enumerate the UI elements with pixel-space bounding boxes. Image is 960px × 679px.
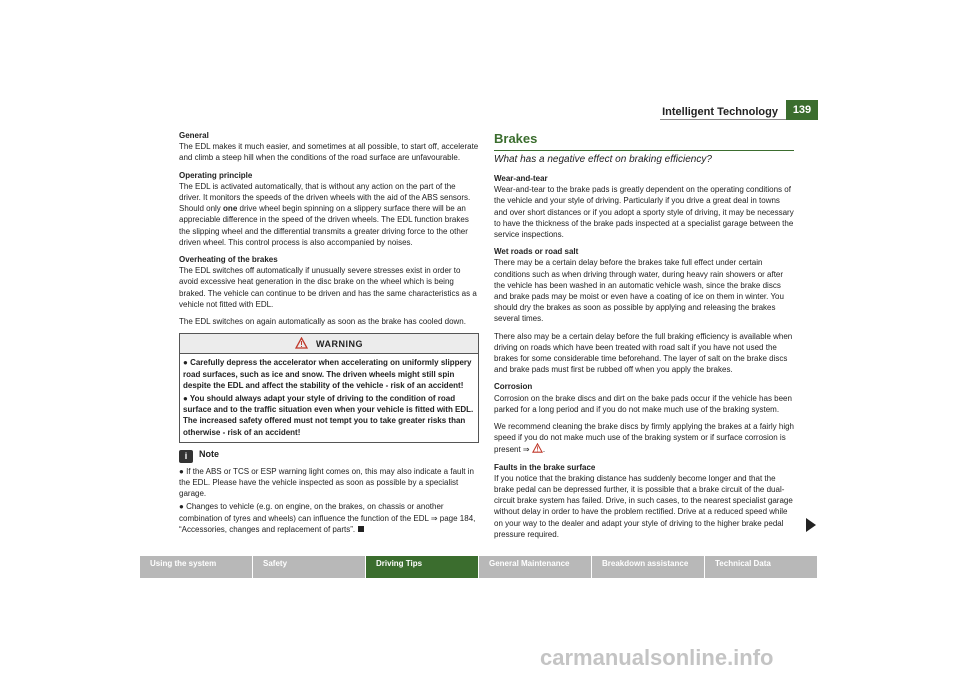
salt-text: There also may be a certain delay before the full braking efficiency is available when driving on roads which have been treated with road salt if you have not used the brakes for some considerable time beforehand. The layer of salt on the brake discs and brake pads must first be rubbed off when you apply the brakes. — [494, 331, 793, 375]
wet-heading: Wet roads or road salt — [494, 247, 579, 257]
tab-general-maintenance[interactable]: General Maintenance — [479, 556, 592, 578]
warning-triangle-icon — [295, 337, 308, 349]
corrosion-heading: Corrosion — [494, 382, 533, 392]
general-text: The EDL makes it much easier, and sometimes at all possible, to start off, accelerate and climb a steep hill when the conditions of the road surface are unfavourable. — [179, 142, 479, 163]
faults-heading: Faults in the brake surface — [494, 462, 596, 472]
warning-title: WARNING — [316, 339, 363, 350]
overheating-heading: Overheating of the brakes — [179, 255, 278, 265]
watermark: carmanualsonline.info — [540, 645, 774, 670]
footer-nav — [140, 556, 818, 578]
wear-heading: Wear-and-tear — [494, 174, 548, 183]
tab-using-the-system[interactable]: Using the system — [140, 556, 253, 578]
tab-driving-tips[interactable]: Driving Tips — [366, 556, 479, 578]
tab-technical-data[interactable]: Technical Data — [705, 556, 818, 578]
warning-item-text: You should always adapt your style of driving to the condition of road surface and to the traffic situation even when your vehicle is fitted with EDL. The increased safety offered must not tempt you to take greater risks than otherwise - risk of an accident! — [183, 394, 474, 437]
operating-text-bold: one — [223, 204, 238, 214]
next-page-arrow-icon[interactable] — [806, 518, 816, 532]
general-heading: General — [179, 131, 209, 140]
note-item-text: Changes to vehicle (e.g. on engine, on the brakes, on chassis or another combination of tyres and wheels) can influence the function of the EDL ⇒ page 184, “Accessories, changes and replacement of parts”. — [179, 502, 476, 534]
note-icon: i — [179, 450, 193, 463]
warning-body — [180, 354, 478, 441]
section-end-icon — [358, 526, 364, 532]
operating-heading: Operating principle — [179, 170, 253, 180]
section-subtitle: What has a negative effect on braking efficiency? — [494, 154, 712, 165]
left-column — [179, 130, 479, 537]
warning-item: ● You should always adapt your style of driving to the condition of road surface and to the traffic situation even when your vehicle is fitted with EDL. The increased safety offered must not tempt you to take greater risks than otherwise - risk of an accident! — [183, 394, 474, 437]
operating-text — [179, 181, 479, 248]
note-item: ● Changes to vehicle (e.g. on engine, on the brakes, on chassis or another combination of tyres and wheels) can influence the function of the EDL ⇒ page 184, “Accessories, changes and replacement of parts”. — [179, 502, 476, 534]
note-item: ● If the ABS or TCS or ESP warning light comes on, this may also indicate a fault in the EDL. Please have the vehicle inspected as soon as possible by a specialist garage. — [179, 466, 474, 499]
operating-text-after: drive wheel begin spinning on a slippery surface there will be an appreciable difference in the speed of the driven wheels. The EDL function brakes the slipping wheel and the differential transmits a greater driving force to the other driven wheel. This control process is also accompanied by noises. — [179, 204, 469, 247]
recommend-text-body: We recommend cleaning the brake discs by firmly applying the brakes at a fairly high speed if you do not make much use of the braking system or if surface corrosion is present ⇒ — [494, 422, 794, 455]
warning-header — [180, 334, 478, 354]
recommend-text: We recommend cleaning the brake discs by firmly applying the brakes at a fairly high speed if you do not make much use of the braking system or if surface corrosion is present ⇒ . — [494, 422, 794, 455]
tab-safety[interactable]: Safety — [253, 556, 366, 578]
page-header-title: Intelligent Technology — [662, 106, 778, 118]
right-column — [494, 130, 794, 546]
tab-breakdown-assistance[interactable]: Breakdown assistance — [592, 556, 705, 578]
overheating-text: The EDL switches off automatically if unusually severe stresses exist in order to avoid excessive heat generation in the disc brake on the wheel which is being braked. The vehicle can continue to be driven and has the same characteristics as a vehicle not fitted with EDL. — [179, 266, 477, 309]
note-title: Note — [199, 448, 219, 459]
section-title: Brakes — [494, 131, 538, 146]
note-item-text: If the ABS or TCS or ESP warning light comes on, this may also indicate a fault in the EDL. Please have the vehicle inspected as soon as possible by a specialist garage. — [179, 466, 474, 499]
switch-on-text: The EDL switches on again automatically as soon as the brake has cooled down. — [179, 317, 466, 327]
header-rule — [660, 119, 786, 120]
wear-text: Wear-and-tear to the brake pads is greatly dependent on the operating conditions of the vehicle and your style of driving. Particularly if you drive a great deal in towns and over short distances or if you adopt a sporty style of driving, it may be necessary to have the thickness of the brake pads inspected at a specialist garage between the service inspections. — [494, 185, 794, 240]
wet-text: There may be a certain delay before the brakes take full effect under certain conditions such as when driving through water, during heavy rain showers or after the vehicle has been washed in an automatic vehicle wash, since the brake discs and brake pads may be moist or even have a coating of ice on them in winter. You should dry the brakes as soon as possible by applying and releasing the brakes several times. — [494, 258, 784, 324]
note-header — [179, 449, 479, 463]
section-title-rule — [494, 150, 794, 151]
operating-text-before: The EDL is activated automatically, that is without any action on the part of the driver. It monitors the speeds of the driven wheels with the aid of the ABS sensors. Should only — [179, 181, 471, 214]
warning-box — [179, 333, 479, 443]
page-number: 139 — [786, 100, 818, 120]
warning-item-text: Carefully depress the accelerator when accelerating on uniformly slippery road surfaces, such as ice and snow. The driven wheels might still spin despite the EDL and affect the stability of the vehicle - risk of an accident! — [183, 358, 472, 390]
corrosion-text: Corrosion on the brake discs and dirt on the bake pads occur if the vehicle has been parked for a long period and if you do not make much use of the braking system. — [494, 393, 792, 414]
faults-text: If you notice that the braking distance has suddenly become longer and that the brake pedal can be depressed further, it is possible that a brake circuit of the dual-circuit brake system has failed. Drive, in such cases, to the nearest specialist garage without delay in order to have the problem rectified. Drive at a reduced speed while on your way to the dealer and adapt your style of driving to the higher brake pedal pressure required. — [494, 473, 793, 539]
warning-triangle-icon[interactable] — [532, 443, 543, 453]
warning-item: ● Carefully depress the accelerator when accelerating on uniformly slippery road surfaces, such as ice and snow. The driven wheels might still spin despite the EDL and affect the stability of the vehicle - risk of an accident! — [183, 358, 472, 390]
